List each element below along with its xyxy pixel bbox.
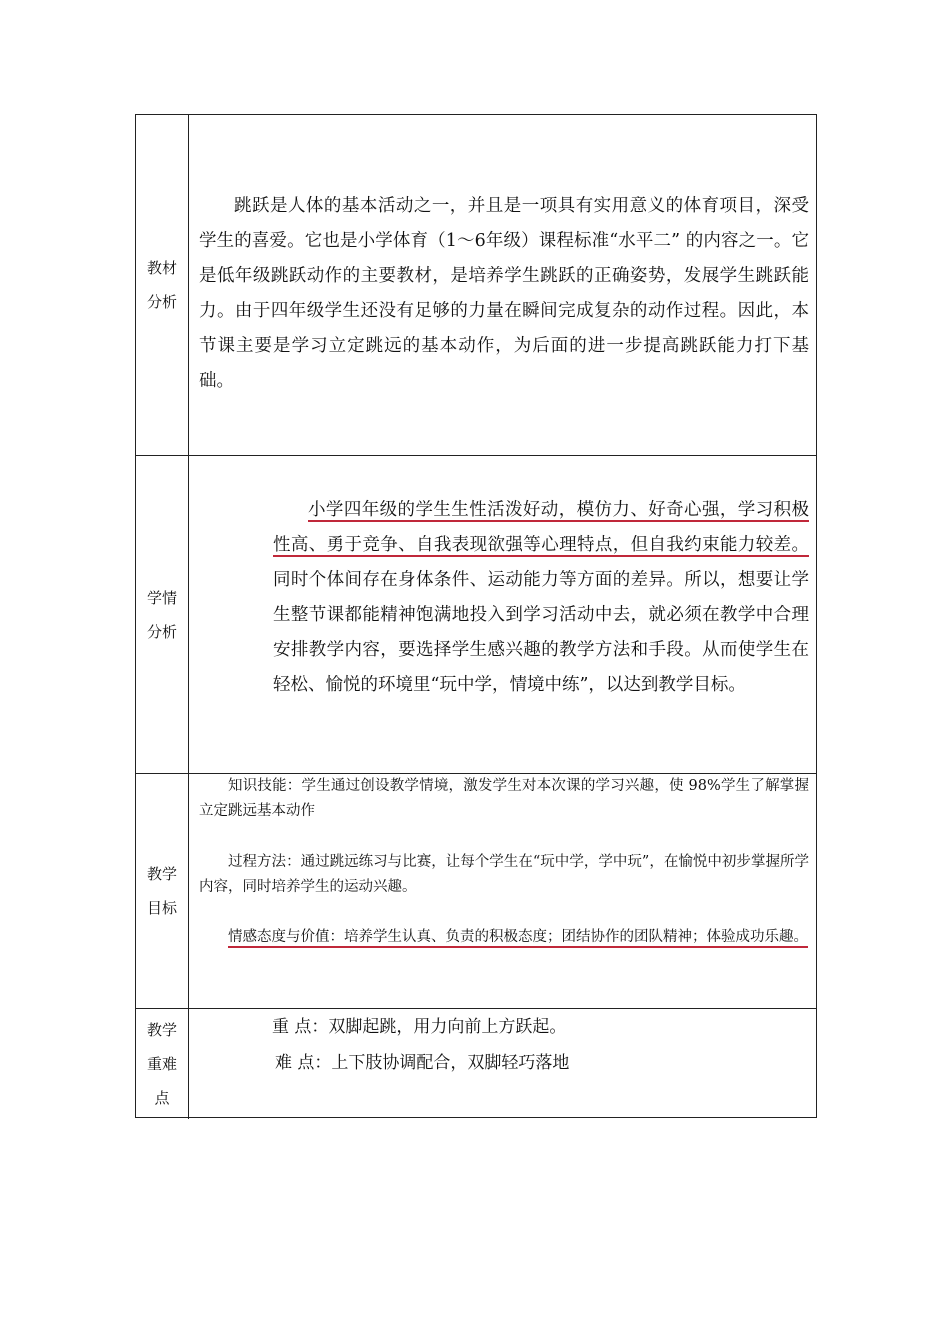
underlined-text: 情感态度与价值：培养学生认真、负责的积极态度；团结协作的团队精神；体验成功乐趣。	[228, 929, 808, 945]
label-cell	[136, 115, 189, 455]
content-cell	[189, 774, 816, 1008]
goal-knowledge-skill: 知识技能：学生通过创设教学情境，激发学生对本次课的学习兴趣，使 98%学生了解掌握立定跳远基本动作	[199, 778, 809, 819]
row-textbook-analysis	[136, 115, 816, 456]
underlined-text: 小学四年级的学生生性活泼好动，模仿力、好奇心强，学习积极性高、勇于竞争、自我表现欲强等心理特点，但自我约束能力较差。	[273, 500, 809, 555]
student-analysis-paragraph	[273, 493, 809, 703]
paragraph-continuation: 同时个体间存在身体条件、运动能力等方面的差异。所以，想要让学生整节课都能精神饱满地投入到学习活动中去，就必须在教学中合理安排教学内容，要选择学生感兴趣的教学方法和手段。从而使学生在轻松、愉悦的环境里“玩中学，情境中练”，以达到教学目标。	[273, 570, 809, 695]
goal-attitude-value	[199, 925, 809, 950]
row-teaching-goals	[136, 774, 816, 1009]
row-label: 教材分析	[146, 259, 177, 311]
lesson-plan-table	[135, 114, 817, 1118]
content-cell	[189, 1009, 816, 1119]
key-point: 重 点：双脚起跳，用力向前上方跃起。	[272, 1017, 567, 1037]
label-cell	[136, 774, 189, 1008]
row-label: 教学重难点	[146, 1021, 177, 1107]
content-cell	[189, 456, 816, 773]
difficult-point: 难 点：上下肢协调配合，双脚轻巧落地	[275, 1053, 570, 1073]
goal-process-method: 过程方法：通过跳远练习与比赛，让每个学生在“玩中学，学中玩”，在愉悦中初步掌握所学内容，同时培养学生的运动兴趣。	[199, 854, 809, 895]
row-label: 学情分析	[146, 588, 177, 641]
row-key-difficult-points	[136, 1009, 816, 1119]
content-cell	[189, 115, 816, 455]
label-cell	[136, 456, 189, 773]
label-cell	[136, 1009, 189, 1119]
row-label: 教学目标	[146, 865, 177, 917]
row-student-analysis	[136, 456, 816, 774]
textbook-analysis-paragraph: 跳跃是人体的基本活动之一，并且是一项具有实用意义的体育项目，深受学生的喜爱。它也是小学体育（1～6年级）课程标准“水平二” 的内容之一。它是低年级跳跃动作的主要教材，是培养学生跳跃的正确姿势，发展学生跳跃能力。由于四年级学生还没有足够的力量在瞬间完成复杂的动作过程。因此，本节课主要是学习立定跳远的基本动作，为后面的进一步提高跳跃能力打下基础。	[199, 196, 809, 391]
